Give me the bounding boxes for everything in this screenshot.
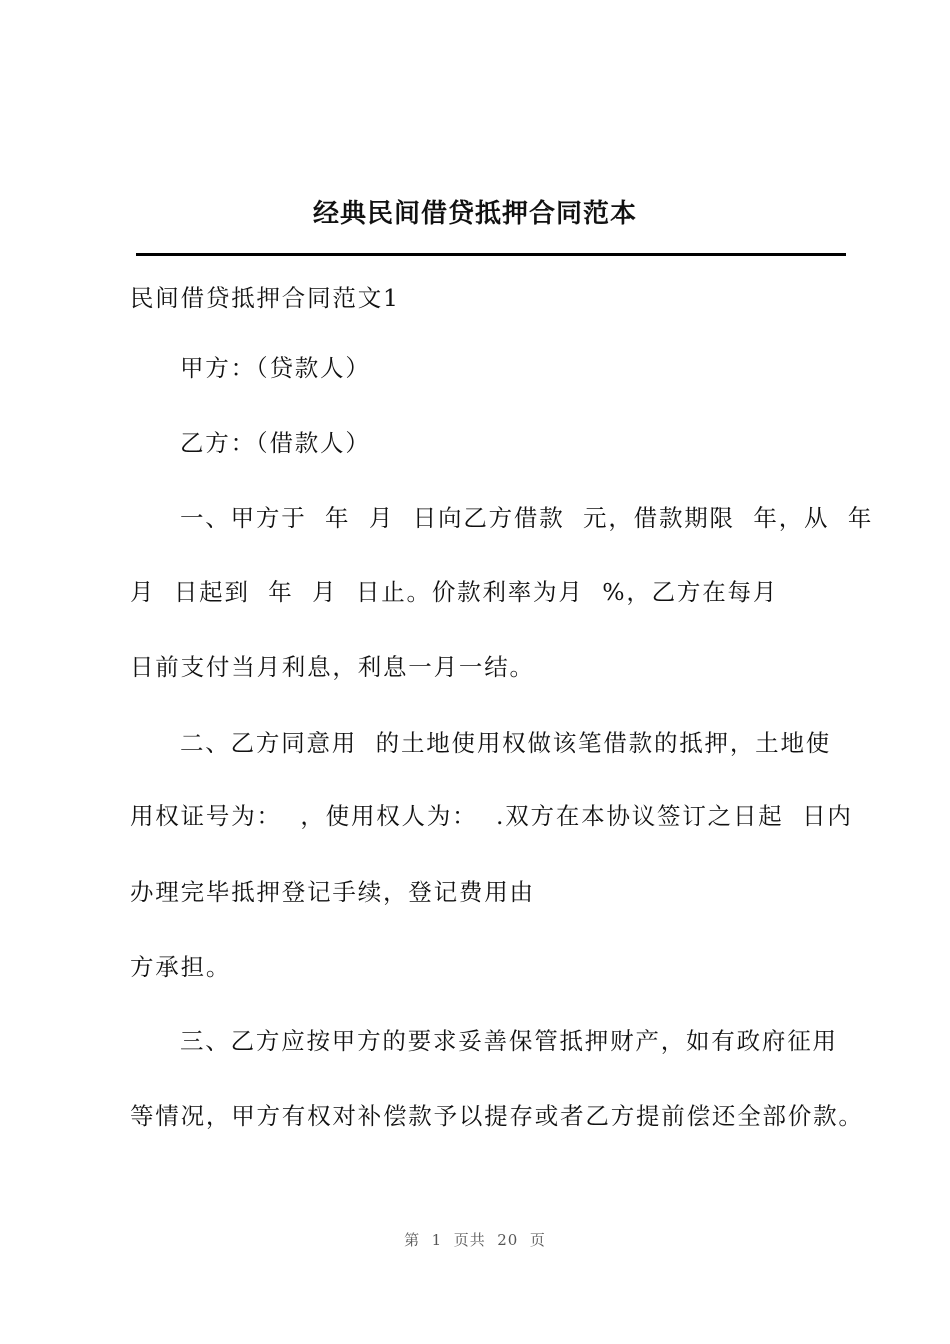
clause-2-line-4: 方承担。: [130, 953, 232, 981]
clause-2-line-3: 办理完毕抵押登记手续，登记费用由: [130, 878, 535, 906]
title-underline: [136, 253, 846, 256]
page-number-footer: 第 1 页共 20 页: [404, 1231, 546, 1249]
party-a-line: 甲方：（贷款人）: [180, 354, 371, 382]
clause-3-line-1: 三、乙方应按甲方的要求妥善保管抵押财产，如有政府征用: [180, 1027, 838, 1055]
clause-3-line-2: 等情况，甲方有权对补偿款予以提存或者乙方提前偿还全部价款。: [130, 1102, 864, 1130]
clause-1-line-1: 一、甲方于 年 月 日向乙方借款 元，借款期限 年，从 年: [180, 504, 874, 532]
clause-2-line-2: 用权证号为： ，使用权人为： .双方在本协议签订之日起 日内: [130, 802, 853, 830]
clause-1-line-2: 月 日起到 年 月 日止。价款利率为月 %，乙方在每月: [130, 578, 779, 606]
clause-2-line-1: 二、乙方同意用 的土地使用权做该笔借款的抵押，土地使: [180, 729, 832, 757]
document-title: 经典民间借贷抵押合同范本: [312, 199, 637, 229]
party-b-line: 乙方：（借款人）: [180, 429, 371, 457]
clause-1-line-3: 日前支付当月利息，利息一月一结。: [130, 653, 535, 681]
section-heading: 民间借贷抵押合同范文1: [130, 284, 400, 312]
